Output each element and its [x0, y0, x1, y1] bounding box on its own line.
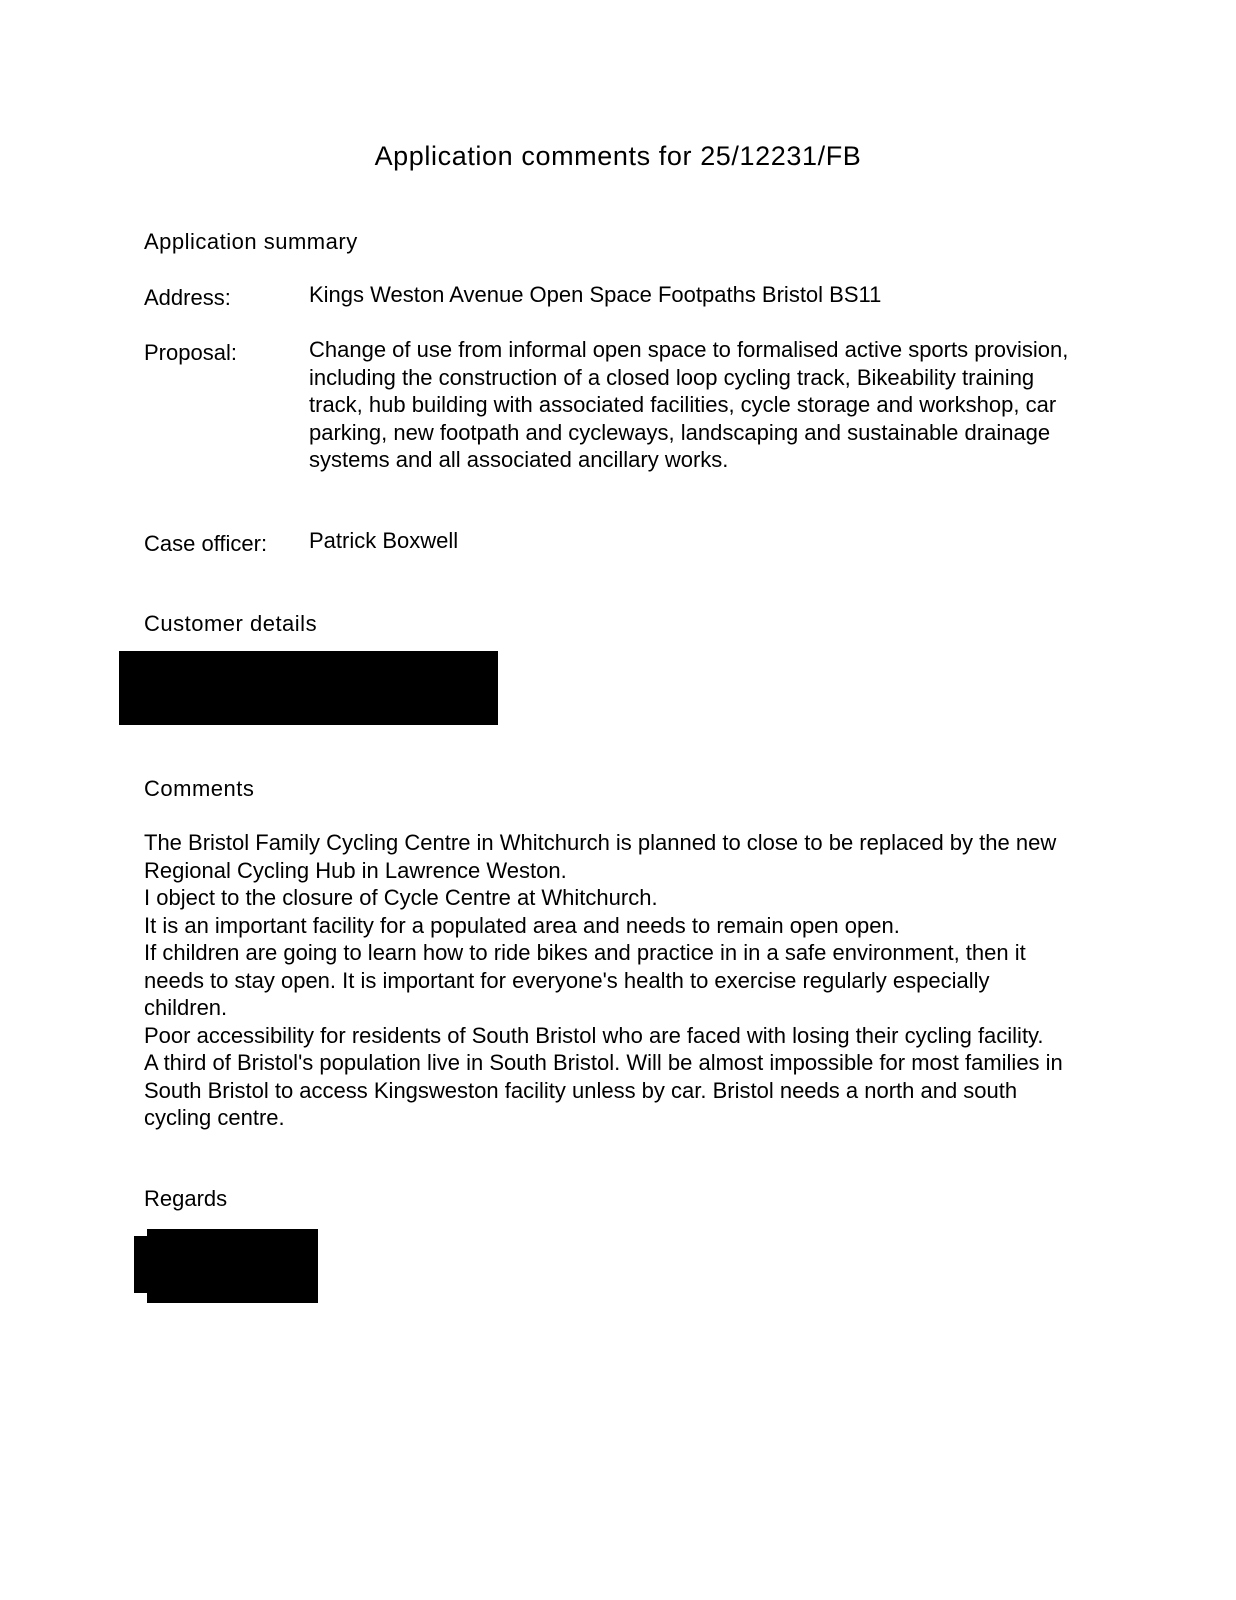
comment-paragraph: Poor accessibility for residents of South Bristol who are faced with losing their cycling facility. — [144, 1022, 1044, 1048]
comments-heading: Comments — [144, 776, 255, 801]
comment-paragraph: The Bristol Family Cycling Centre in Whitchurch is planned to close to be replaced by the new Regional Cycling Hub in Lawrence Weston. — [144, 830, 1057, 883]
comment-paragraph: It is an important facility for a populated area and needs to remain open open. — [144, 912, 900, 938]
proposal-value: Change of use from informal open space to formalised active sports provision, including the construction of a closed loop cycling track, Bikeability training track, hub building with associated facilities, cycle storage and workshop, car parking, new footpath and cycleways, landscaping and sustainable drainage systems and all associated ancillary works. — [309, 337, 1069, 472]
application-summary-heading: Application summary — [144, 229, 358, 254]
address-label: Address: — [144, 285, 231, 310]
customer-details-redaction — [119, 651, 498, 725]
comment-paragraph: I object to the closure of Cycle Centre at Whitchurch. — [144, 885, 658, 910]
proposal-label: Proposal: — [144, 340, 237, 365]
signature-redaction-edge — [134, 1236, 154, 1293]
closing-regards: Regards — [144, 1186, 228, 1211]
comments-body — [144, 829, 1064, 1132]
comment-paragraph: If children are going to learn how to ride bikes and practice in in a safe environment, then it needs to stay open. It is important for everyone's health to exercise regularly especially children. — [144, 940, 1026, 1020]
customer-details-heading: Customer details — [144, 611, 318, 636]
page-title: Application comments for 25/12231/FB — [374, 141, 862, 171]
comment-paragraph: A third of Bristol's population live in South Bristol. Will be almost impossible for most families in South Bristol to access Kingsweston facility unless by car. Bristol needs a north and south cycling centre. — [144, 1050, 1063, 1130]
case-officer-label: Case officer: — [144, 531, 268, 556]
case-officer-value: Patrick Boxwell — [309, 528, 459, 553]
signature-redaction — [147, 1229, 318, 1303]
address-value: Kings Weston Avenue Open Space Footpaths Bristol BS11 — [309, 282, 882, 307]
